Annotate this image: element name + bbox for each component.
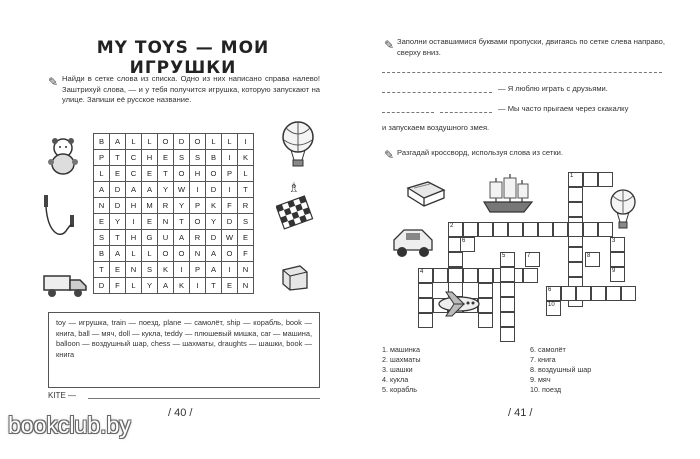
grid-row (94, 166, 254, 182)
grid-cell[interactable]: D (110, 198, 126, 214)
grid-cell[interactable]: T (94, 262, 110, 278)
pencil-icon: ✎ (384, 38, 395, 52)
task2-instructions: Заполни оставшимися буквами пропуски, двигаясь по сетке слева направо, сверху вниз. (397, 37, 665, 57)
toy-car-icon (390, 224, 436, 260)
crossword-cell[interactable] (568, 262, 583, 277)
grid-cell[interactable]: H (126, 230, 142, 246)
grid-row (94, 198, 254, 214)
grid-cell[interactable]: F (222, 198, 238, 214)
crossword-cell[interactable] (583, 172, 598, 187)
crossword-cell[interactable] (478, 268, 493, 283)
grid-cell[interactable]: N (158, 214, 174, 230)
crossword-cell[interactable] (418, 298, 433, 313)
grid-cell[interactable]: O (206, 166, 222, 182)
crossword-cell[interactable] (553, 222, 568, 237)
pencil-icon: ✎ (384, 148, 395, 162)
grid-cell[interactable]: S (238, 214, 254, 230)
grid-cell[interactable]: R (190, 230, 206, 246)
grid-cell[interactable]: S (190, 150, 206, 166)
grid-cell[interactable]: E (142, 214, 158, 230)
grid-cell[interactable]: R (158, 198, 174, 214)
crossword-cell[interactable] (561, 286, 576, 301)
grid-cell[interactable]: A (94, 182, 110, 198)
hot-air-balloon-icon (280, 120, 316, 168)
crossword-cell[interactable] (523, 268, 538, 283)
vocabulary-box: toy — игрушка, train — поезд, plane — самолёт, ship — корабль, book — книга, ball — мяч, doll — кукла, teddy — плюшевый мишка, car — машина, balloon — воздушный шар, chess — шахматы, draughts — шашки, book — книга (48, 312, 320, 388)
grid-cell[interactable]: A (110, 134, 126, 150)
grid-cell[interactable]: N (94, 198, 110, 214)
grid-cell[interactable]: Y (142, 278, 158, 294)
grid-cell[interactable]: S (94, 230, 110, 246)
grid-cell[interactable]: B (94, 134, 110, 150)
pencil-icon: ✎ (48, 75, 59, 89)
grid-cell[interactable]: R (238, 198, 254, 214)
grid-cell[interactable]: I (190, 182, 206, 198)
grid-cell[interactable]: L (126, 134, 142, 150)
grid-cell[interactable]: D (206, 182, 222, 198)
crossword-cell[interactable] (500, 327, 515, 342)
grid-cell[interactable]: I (222, 150, 238, 166)
grid-row (94, 246, 254, 262)
crossword-cell[interactable]: 6 (460, 237, 475, 252)
grid-cell[interactable]: B (206, 150, 222, 166)
legend-item: 3. шашки (382, 365, 413, 374)
grid-cell[interactable]: L (238, 166, 254, 182)
crossword-cell[interactable] (598, 172, 613, 187)
task3-instructions: Разгадай кроссворд, используя слова из сетки. (397, 148, 563, 157)
grid-cell[interactable]: A (158, 278, 174, 294)
grid-cell[interactable]: I (126, 214, 142, 230)
grid-cell[interactable]: B (94, 246, 110, 262)
grid-row (94, 262, 254, 278)
crossword-cell[interactable]: 5 (500, 252, 515, 267)
kite-label: KITE — (48, 391, 77, 400)
grid-cell[interactable]: F (238, 246, 254, 262)
grid-cell[interactable]: W (222, 230, 238, 246)
book-icon (404, 178, 448, 212)
grid-cell[interactable]: P (94, 150, 110, 166)
grid-cell[interactable]: W (174, 182, 190, 198)
crossword-cell[interactable] (493, 222, 508, 237)
sentence-3: и запускаем воздушного змея. (382, 123, 490, 132)
grid-cell[interactable]: M (142, 198, 158, 214)
legend-item: 10. поезд (530, 385, 562, 394)
grid-cell[interactable]: T (238, 182, 254, 198)
grid-cell[interactable]: O (222, 246, 238, 262)
crossword-cell[interactable] (448, 252, 463, 267)
crossword-cell[interactable] (621, 286, 636, 301)
grid-cell[interactable]: P (190, 262, 206, 278)
grid-cell[interactable]: A (174, 230, 190, 246)
ship-icon (480, 172, 536, 216)
grid-cell[interactable]: L (222, 134, 238, 150)
grid-cell[interactable]: T (110, 150, 126, 166)
grid-cell[interactable]: L (94, 166, 110, 182)
grid-cell[interactable]: D (110, 182, 126, 198)
grid-cell[interactable]: Y (206, 214, 222, 230)
legend-item: 6. самолёт (530, 345, 566, 354)
crossword-cell[interactable] (500, 267, 515, 282)
crossword-cell[interactable]: 1 (568, 172, 583, 187)
crossword-cell[interactable] (568, 202, 583, 217)
crossword-cell[interactable]: 7 (525, 252, 540, 267)
crossword-cell[interactable] (463, 222, 478, 237)
crossword-cell[interactable] (568, 247, 583, 262)
legend-item: 2. шахматы (382, 355, 421, 364)
crossword-cell[interactable] (591, 286, 606, 301)
crossword-cell[interactable] (576, 286, 591, 301)
crossword-cell[interactable] (538, 222, 553, 237)
crossword-cell[interactable]: 3 (610, 237, 625, 252)
kite-answer-line[interactable] (88, 398, 320, 399)
crossword-cell[interactable] (523, 222, 538, 237)
sentence-1: — Я люблю играть с друзьями. (498, 84, 608, 93)
page-number-right: / 41 / (508, 407, 533, 419)
grid-cell[interactable]: A (142, 182, 158, 198)
grid-cell[interactable]: N (238, 278, 254, 294)
grid-cell[interactable]: Y (174, 198, 190, 214)
grid-cell[interactable]: P (190, 198, 206, 214)
crossword-cell[interactable] (610, 252, 625, 267)
grid-cell[interactable]: O (158, 246, 174, 262)
crossword-cell[interactable] (463, 268, 478, 283)
grid-cell[interactable]: C (126, 166, 142, 182)
grid-cell[interactable]: I (222, 182, 238, 198)
grid-cell[interactable]: K (158, 262, 174, 278)
crossword-cell[interactable] (568, 187, 583, 202)
grid-cell[interactable]: E (142, 166, 158, 182)
sentence-2: — Мы часто прыгаем через скакалку (498, 104, 629, 113)
grid-cell[interactable]: N (126, 262, 142, 278)
grid-cell[interactable]: D (174, 134, 190, 150)
grid-cell[interactable]: D (222, 214, 238, 230)
task1-instructions: Найди в сетке слова из списка. Одно из них написано справа налево! Заштрихуй слова, — и у тебя получится игрушка, которую запускают на улице. Запиши её русское название. (62, 74, 320, 104)
skipping-rope-icon (40, 193, 82, 243)
word-search-grid (93, 133, 254, 294)
chess-board-icon (276, 178, 316, 232)
grid-row (94, 182, 254, 198)
grid-cell[interactable]: H (126, 198, 142, 214)
grid-cell[interactable]: L (142, 246, 158, 262)
grid-cell[interactable]: N (190, 246, 206, 262)
grid-cell[interactable]: K (206, 198, 222, 214)
legend-item: 7. книга (530, 355, 556, 364)
grid-cell[interactable]: I (238, 134, 254, 150)
draughts-box-icon (280, 262, 310, 292)
crossword-cell[interactable]: 6 (546, 286, 561, 301)
legend-item: 4. кукла (382, 375, 409, 384)
grid-cell[interactable]: E (110, 166, 126, 182)
grid-cell[interactable]: S (174, 150, 190, 166)
crossword-cell[interactable] (433, 268, 448, 283)
airplane-icon (436, 290, 482, 318)
grid-cell[interactable]: T (110, 230, 126, 246)
legend-item: 8. воздушный шар (530, 365, 592, 374)
crossword-cell[interactable]: 9 (610, 267, 625, 282)
crossword-cell[interactable] (568, 222, 583, 237)
grid-cell[interactable]: I (190, 278, 206, 294)
grid-cell[interactable]: T (174, 214, 190, 230)
crossword-cell[interactable]: 10 (546, 301, 561, 316)
grid-row (94, 278, 254, 294)
page-number-left: / 40 / (168, 407, 193, 419)
toy-truck-icon (42, 266, 88, 300)
grid-cell[interactable]: K (174, 278, 190, 294)
grid-row (94, 214, 254, 230)
crossword-cell[interactable] (478, 222, 493, 237)
legend-item: 1. машинка (382, 345, 420, 354)
grid-cell[interactable]: A (206, 246, 222, 262)
grid-cell[interactable]: O (158, 134, 174, 150)
right-page (350, 0, 700, 459)
grid-cell[interactable]: T (158, 166, 174, 182)
crossword-cell[interactable] (418, 313, 433, 328)
grid-cell[interactable]: D (206, 230, 222, 246)
grid-cell[interactable]: O (190, 134, 206, 150)
grid-cell[interactable]: O (174, 246, 190, 262)
grid-cell[interactable]: L (142, 134, 158, 150)
crossword-cell[interactable] (500, 312, 515, 327)
legend-item: 9. мяч (530, 375, 551, 384)
grid-row (94, 230, 254, 246)
crossword-cell[interactable]: 4 (418, 268, 433, 283)
crossword-cell[interactable] (606, 286, 621, 301)
grid-cell[interactable]: L (206, 134, 222, 150)
page-title: MY TOYS — МОИ ИГРУШКИ (96, 38, 270, 78)
teddy-bear-icon (44, 136, 82, 176)
answer-line-3b[interactable] (440, 112, 492, 113)
grid-cell[interactable]: Y (110, 214, 126, 230)
grid-cell[interactable]: Y (158, 182, 174, 198)
grid-cell[interactable]: A (206, 262, 222, 278)
crossword-cell[interactable] (448, 268, 463, 283)
grid-cell[interactable]: E (238, 230, 254, 246)
watermark-logo: bookclub.by (8, 412, 131, 438)
answer-line-2a[interactable] (382, 92, 492, 93)
crossword-cell[interactable] (500, 297, 515, 312)
grid-cell[interactable]: E (94, 214, 110, 230)
legend-item: 5. корабль (382, 385, 417, 394)
crossword-cell[interactable] (583, 222, 598, 237)
grid-cell[interactable]: E (222, 278, 238, 294)
grid-cell[interactable]: H (190, 166, 206, 182)
answer-line-3a[interactable] (382, 112, 434, 113)
svg-text:♗: ♗ (288, 180, 300, 195)
grid-cell[interactable]: O (190, 214, 206, 230)
crossword-cell[interactable]: 8 (585, 252, 600, 267)
grid-cell[interactable]: H (142, 150, 158, 166)
grid-cell[interactable]: F (110, 278, 126, 294)
grid-cell[interactable]: N (238, 262, 254, 278)
grid-cell[interactable]: K (238, 150, 254, 166)
grid-cell[interactable]: U (158, 230, 174, 246)
crossword-cell[interactable] (508, 222, 523, 237)
grid-cell[interactable]: L (126, 278, 142, 294)
grid-cell[interactable]: A (110, 246, 126, 262)
grid-cell[interactable]: C (126, 150, 142, 166)
grid-cell[interactable]: I (222, 262, 238, 278)
crossword-cell[interactable] (418, 283, 433, 298)
grid-cell[interactable]: E (158, 150, 174, 166)
grid-cell[interactable]: G (142, 230, 158, 246)
grid-cell[interactable]: S (142, 262, 158, 278)
grid-cell[interactable]: A (126, 182, 142, 198)
crossword-cell[interactable]: 2 (448, 222, 463, 237)
answer-line-1a[interactable] (382, 72, 662, 73)
crossword-cell[interactable] (500, 282, 515, 297)
grid-row (94, 134, 254, 150)
grid-cell[interactable]: P (222, 166, 238, 182)
grid-cell[interactable]: O (174, 166, 190, 182)
grid-cell[interactable]: D (94, 278, 110, 294)
grid-cell[interactable]: T (206, 278, 222, 294)
grid-cell[interactable]: L (126, 246, 142, 262)
grid-cell[interactable]: E (110, 262, 126, 278)
grid-cell[interactable]: I (174, 262, 190, 278)
balloon-icon (608, 188, 638, 232)
grid-row (94, 150, 254, 166)
